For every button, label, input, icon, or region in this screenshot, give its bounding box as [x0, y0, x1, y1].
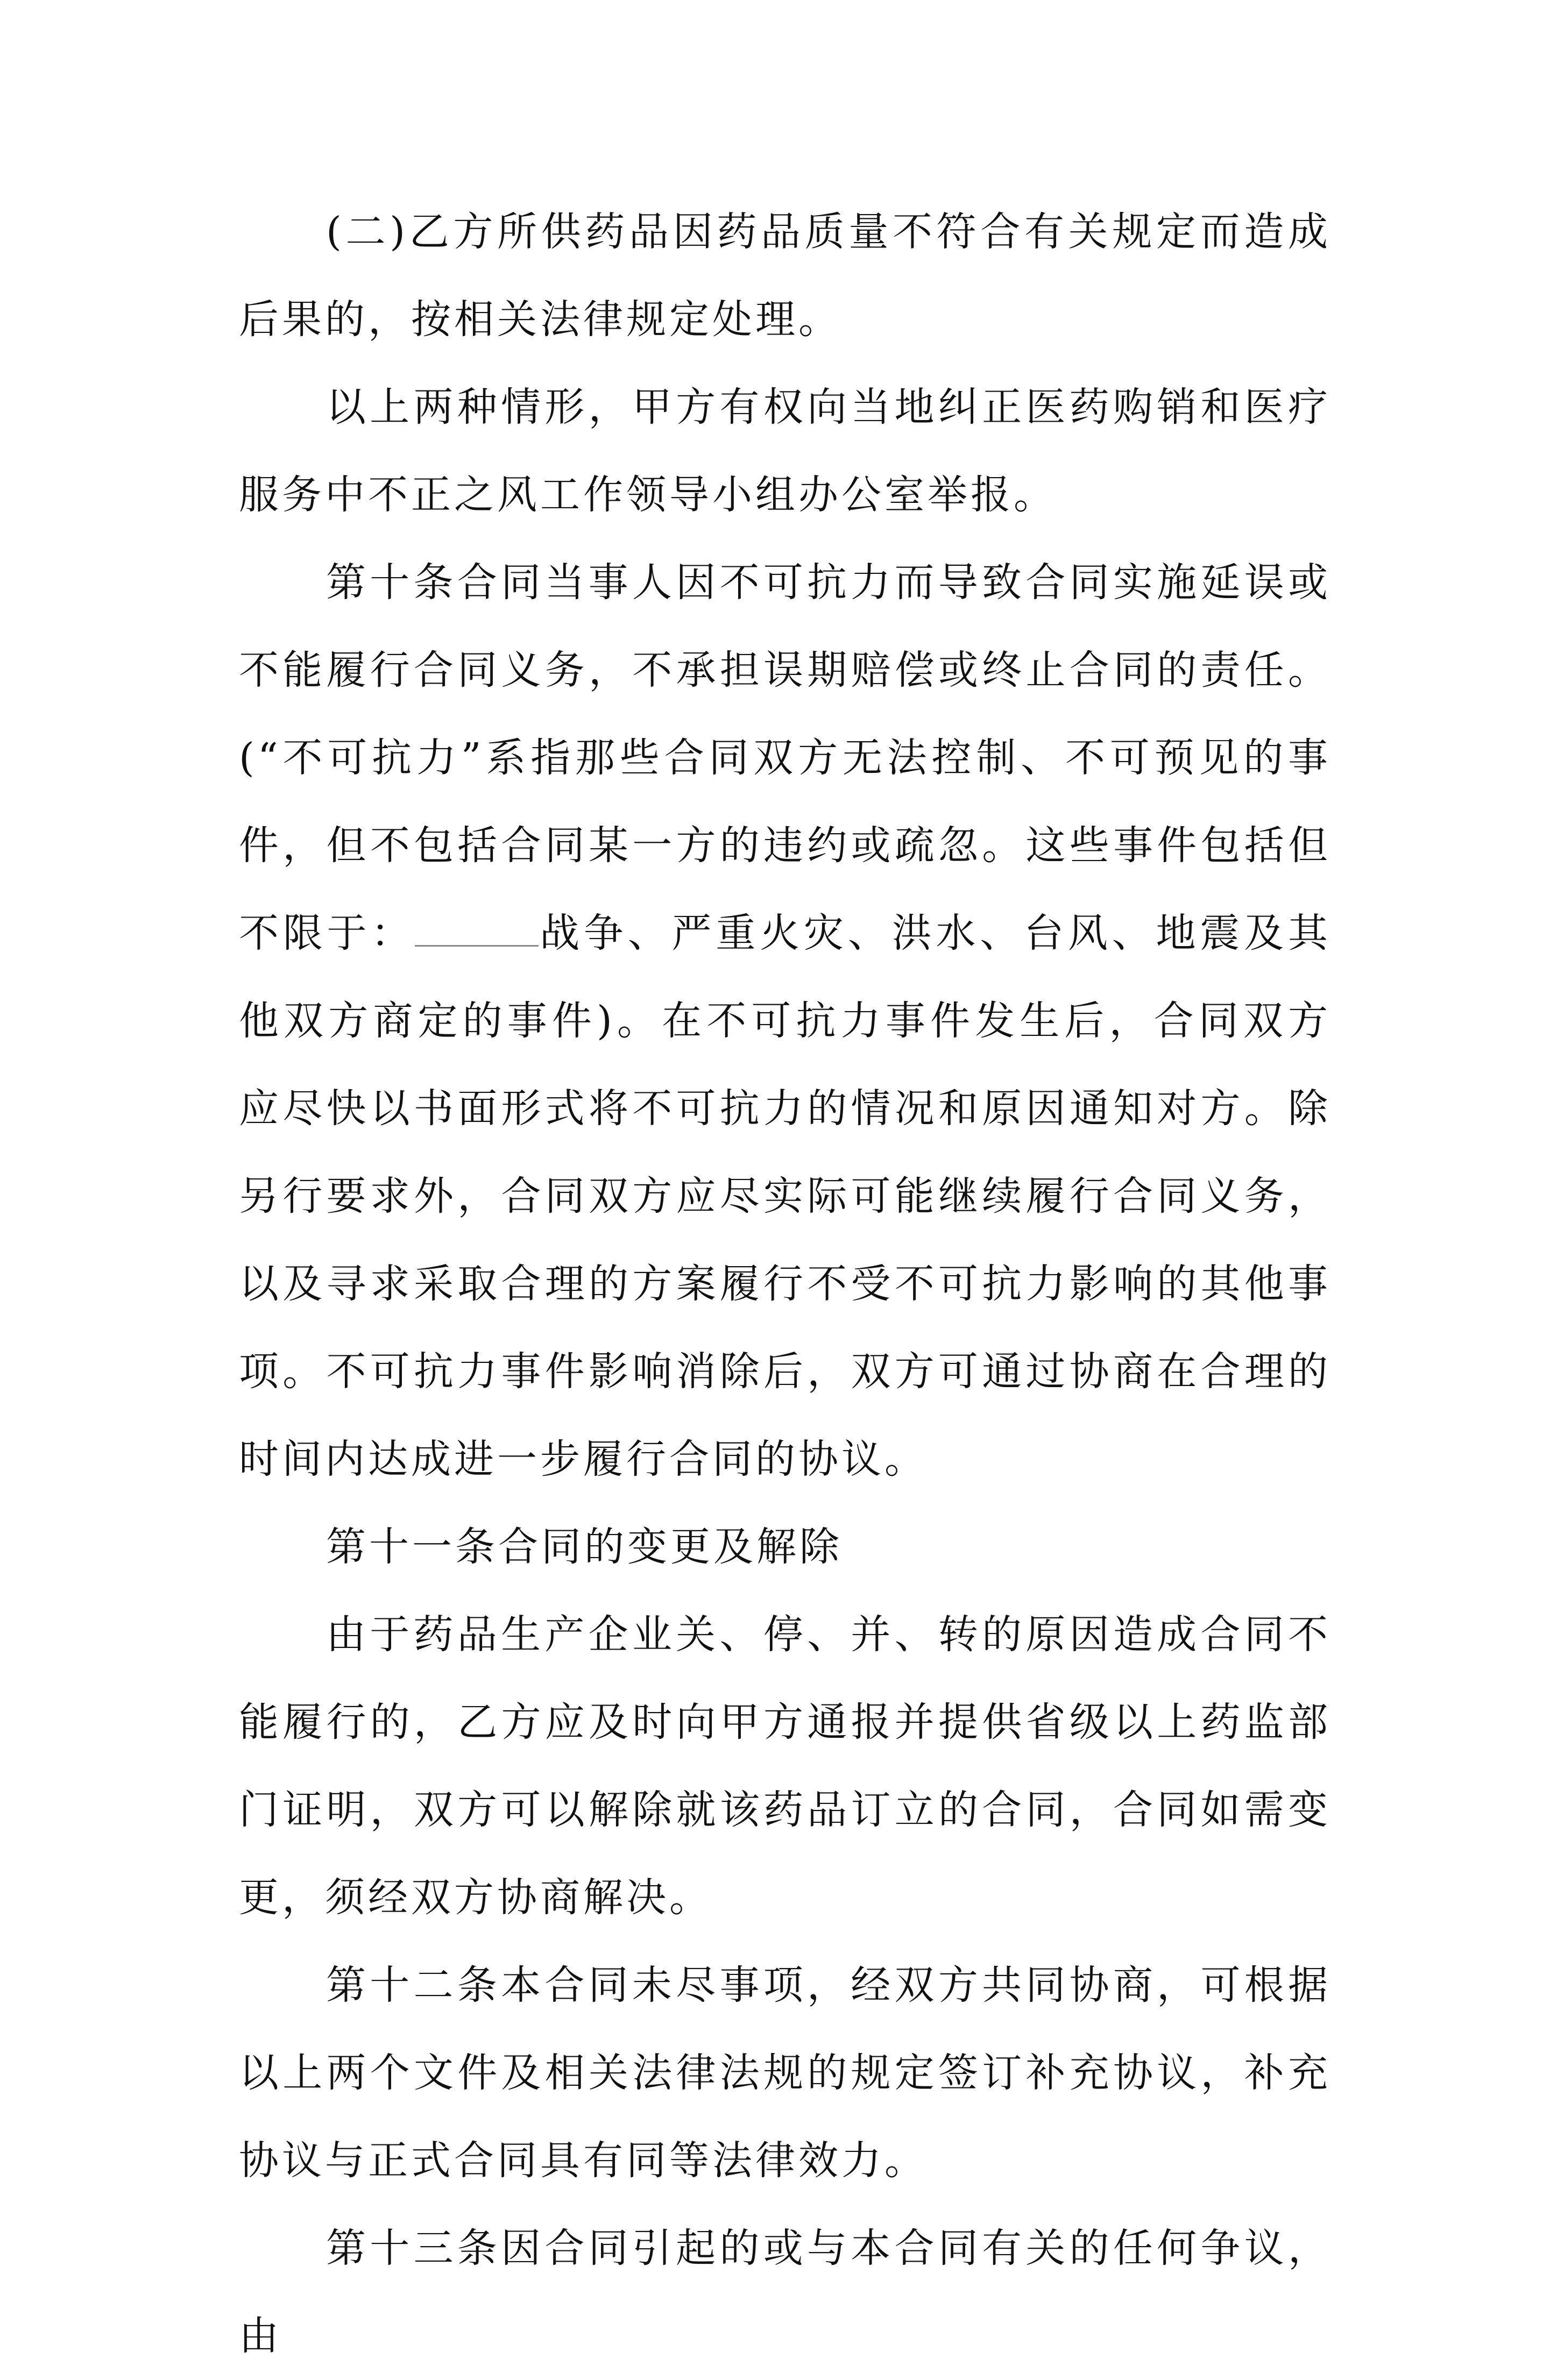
contract-body: [239, 188, 1331, 2380]
paragraph-article-12: 第十二条本合同未尽事项，经双方共同协商，可根据以上两个文件及相关法律法规的规定签订补充协议，补充协议与正式合同具有同等法律效力。: [239, 1962, 1331, 2184]
force-majeure-definition-rest: 战争、严重火灾、洪水、台风、地震及其他双方商定的事件)。在不可抗力事件发生后，合同双方应尽快以书面形式将不可抗力的情况和原因通知对方。除另行要求外，合同双方应尽实际可能继续履行合同义务，以及寻求采取合理的方案履行不受不可抗力影响的其他事项。不可抗力事件影响消除后，双方可通过协商在合理的时间内达成进一步履行合同的协议。: [239, 910, 1332, 1482]
force-majeure-definition-start: (“不可抗力”系指那些合同双方无法控制、不可预见的事件，但不包括合同某一方的违约或疏忽。这些事件包括但不限于：: [239, 735, 1331, 956]
paragraph-article-13: 第十三条因合同引起的或与本合同有关的任何争议，由: [239, 2225, 1331, 2359]
paragraph-quality-clause: (二)乙方所供药品因药品质量不符合有关规定而造成后果的，按相关法律规定处理。: [239, 209, 1331, 343]
article-10-text: 第十条合同当事人因不可抗力而导致合同实施延误或不能履行合同义务，不承担误期赔偿或终止合同的责任。: [239, 559, 1331, 693]
paragraph-article-11-heading: 第十一条合同的变更及解除: [326, 1524, 843, 1570]
paragraph-article-11-body: 由于药品生产企业关、停、并、转的原因造成合同不能履行的，乙方应及时向甲方通报并提供省级以上药监部门证明，双方可以解除就该药品订立的合同，合同如需变更，须经双方协商解决。: [239, 1611, 1331, 1921]
fill-in-blank[interactable]: [415, 909, 539, 947]
paragraph-article-10: [239, 539, 1331, 1503]
paragraph-report-clause: 以上两种情形，甲方有权向当地纠正医药购销和医疗服务中不正之风工作领导小组办公室举报。: [239, 384, 1331, 518]
